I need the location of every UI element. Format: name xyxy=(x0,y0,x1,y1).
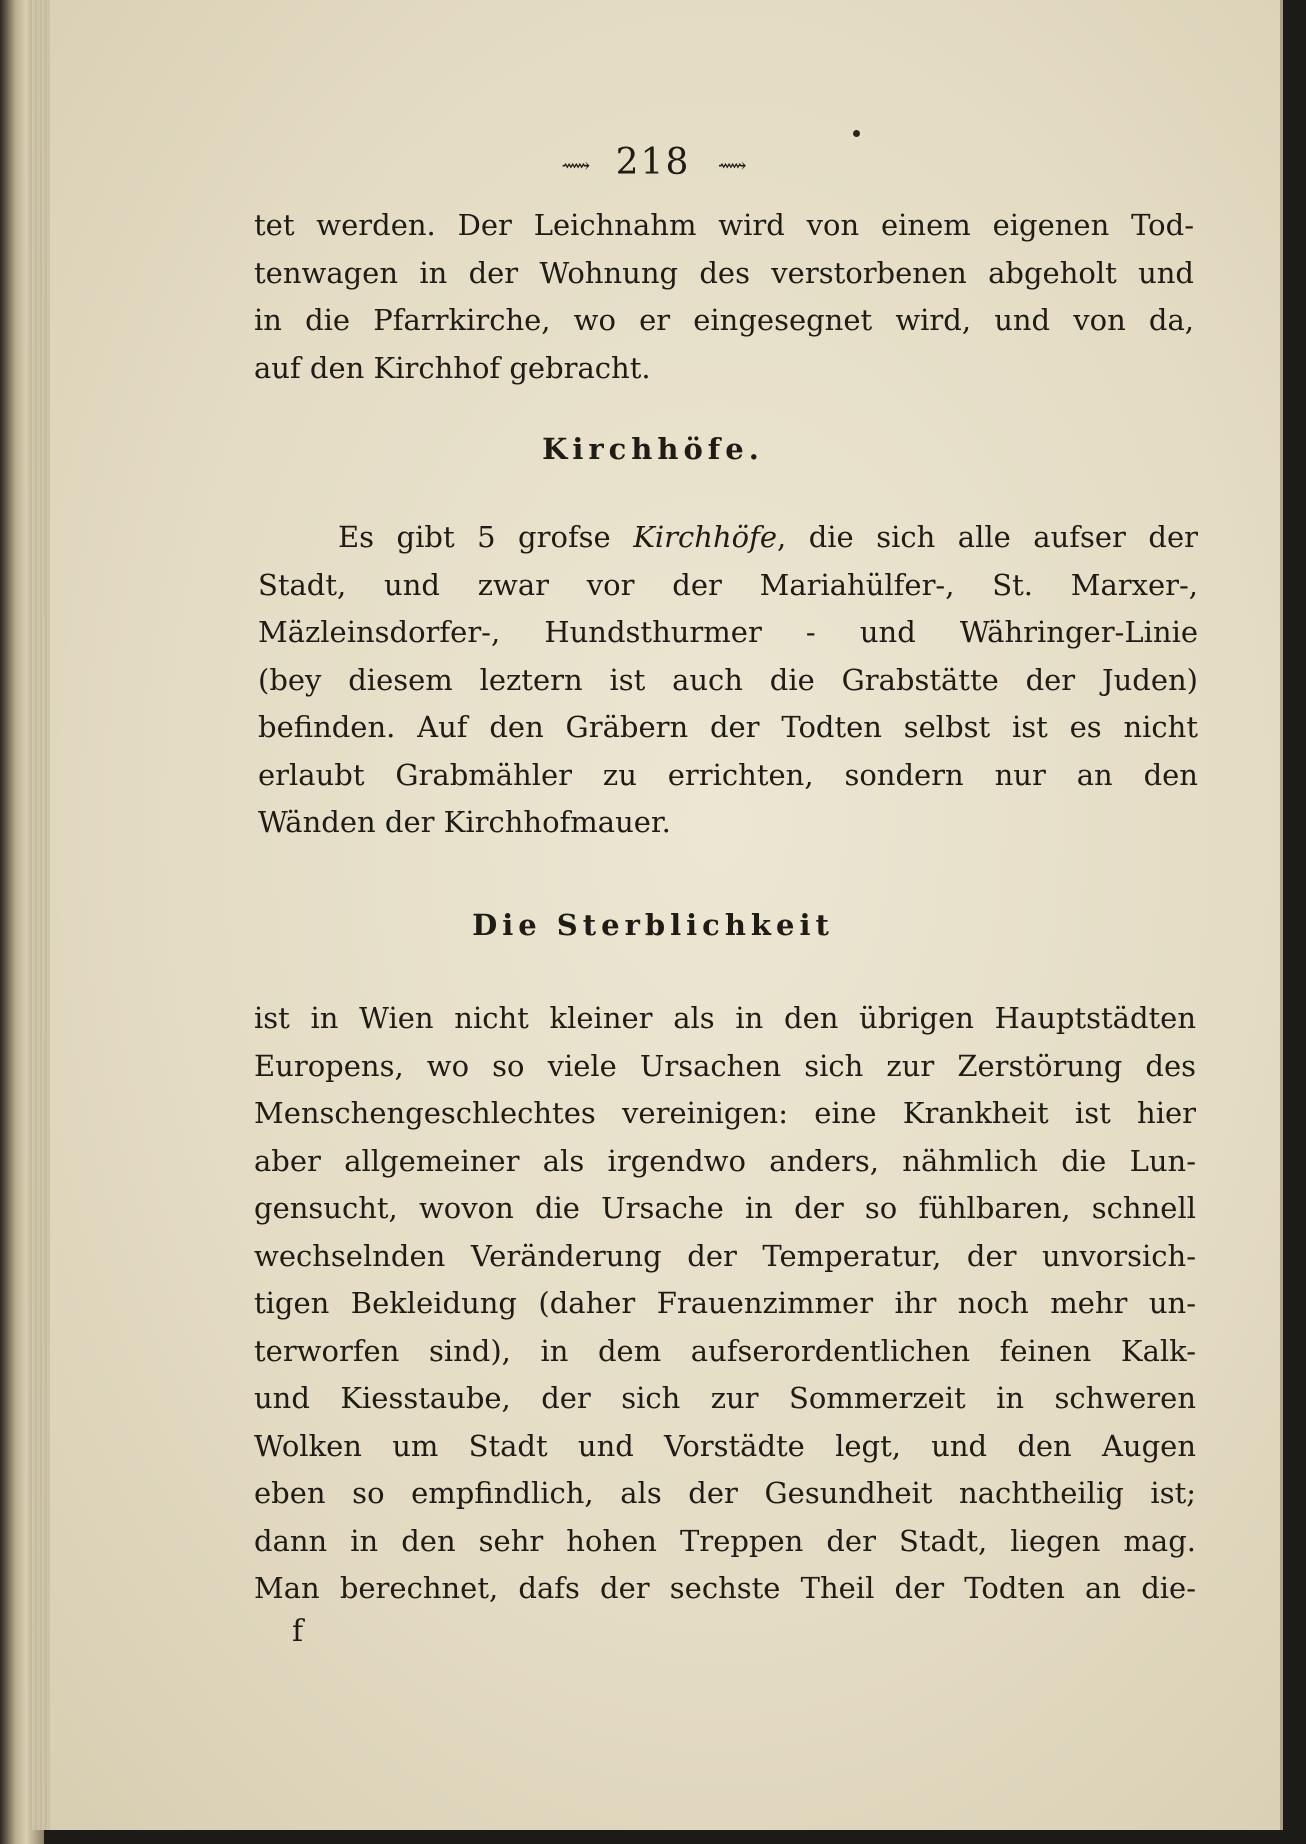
text-line: Europens, wo so viele Ursachen sich zur Zerstörung des xyxy=(254,1048,1196,1083)
text-line: (bey diesem leztern ist auch die Grabstätte der Juden) xyxy=(258,662,1198,697)
page-number: 218 xyxy=(615,142,691,183)
text-line: Mäzleinsdorfer-, Hundsthurmer - und Währinger-Linie xyxy=(258,615,1198,649)
header-ornament-left: ⟿ xyxy=(561,153,589,177)
page-header xyxy=(0,142,1306,183)
text-line: in die Pfarrkirche, wo er eingesegnet wird, und von da, xyxy=(254,303,1194,337)
text-line: und Kiesstaube, der sich zur Sommerzeit in schweren xyxy=(254,1381,1196,1415)
section-heading-sterblichkeit: Die Sterblichkeit xyxy=(472,908,834,942)
text-line: Stadt, und zwar vor der Mariahülfer-, St. Marxer-, xyxy=(258,567,1198,602)
paragraph-1 xyxy=(254,202,1194,392)
text-line: terworfen sind), in dem aufserordentlichen feinen Kalk- xyxy=(254,1333,1196,1368)
text-line: auf den Kirchhof gebracht. xyxy=(254,350,651,385)
section-heading-kirchhoefe: Kirchhöfe. xyxy=(542,432,764,466)
text-line: tigen Bekleidung (daher Frauenzimmer ihr noch mehr un- xyxy=(254,1286,1196,1320)
paragraph-2 xyxy=(258,514,1198,847)
text-line: Wolken um Stadt und Vorstädte legt, und den Augen xyxy=(254,1428,1196,1463)
text-line: dann in den sehr hohen Treppen der Stadt, liegen mag. xyxy=(254,1523,1196,1558)
header-ornament-right: ⟿ xyxy=(717,153,745,177)
text-line: eben so empfindlich, als der Gesundheit nachtheilig ist; xyxy=(254,1476,1196,1510)
text-line: wechselnden Veränderung der Temperatur, der unvorsich- xyxy=(254,1238,1196,1273)
footer-mark: f xyxy=(292,1614,304,1649)
text-line: erlaubt Grabmähler zu errichten, sondern nur an den xyxy=(258,757,1198,792)
text-line xyxy=(258,514,1198,562)
text-line: befinden. Auf den Gräbern der Todten selbst ist es nicht xyxy=(258,710,1198,744)
text-line: gensucht, wovon die Ursache in der so fühlbaren, schnell xyxy=(254,1191,1196,1225)
text-line: tet werden. Der Leichnahm wird von einem eigenen Tod- xyxy=(254,208,1194,242)
ink-speck xyxy=(853,130,860,137)
text-line: Man berechnet, dafs der sechste Theil der Todten an die- xyxy=(254,1571,1196,1605)
text-line: Menschengeschlechtes vereinigen: eine Krankheit ist hier xyxy=(254,1096,1196,1130)
text-line: Wänden der Kirchhofmauer. xyxy=(258,805,671,839)
text-line: tenwagen in der Wohnung des verstorbenen abgeholt und xyxy=(254,255,1194,290)
text-line: ist in Wien nicht kleiner als in den übrigen Hauptstädten xyxy=(254,1001,1196,1035)
text-fragment: Es gibt 5 grofse xyxy=(338,520,611,554)
text-fragment: , die sich alle aufser der xyxy=(777,520,1198,554)
text-line: aber allgemeiner als irgendwo anders, nähmlich die Lun- xyxy=(254,1143,1196,1178)
italic-term: Kirchhöfe xyxy=(633,520,777,554)
paragraph-3 xyxy=(254,995,1196,1613)
